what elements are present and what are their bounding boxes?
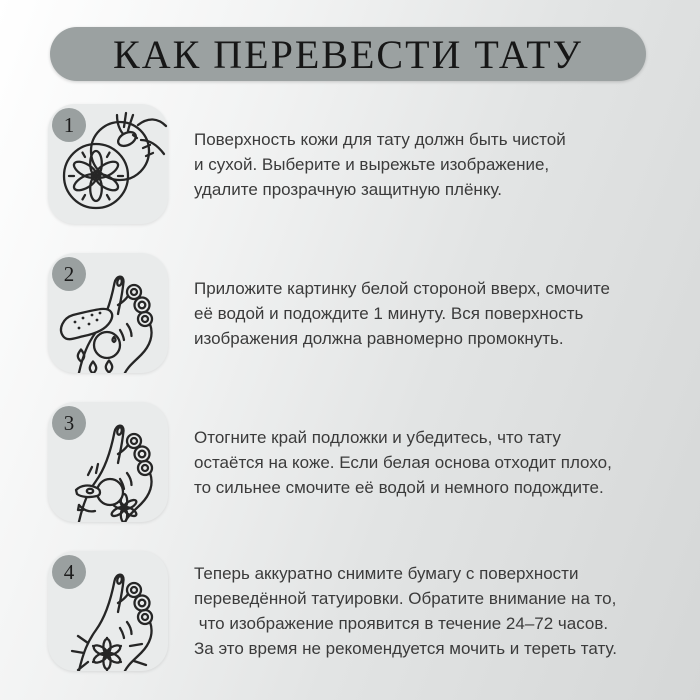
steps-list (48, 104, 670, 671)
step-number-badge: 1 (52, 108, 86, 142)
step-illustration-card (48, 402, 168, 522)
step-text-line: остаётся на коже. Если белая основа отходит плохо, (194, 452, 612, 472)
step-row-4 (48, 551, 670, 671)
step-number-badge: 4 (52, 555, 86, 589)
step-text-line: переведённой татуировки. Обратите внимание на то, (194, 589, 617, 608)
step-text-line: Приложите картинку белой стороной вверх, смочите (194, 278, 611, 298)
step-text (194, 127, 566, 202)
title-banner (50, 27, 646, 81)
step-illustration-card (48, 104, 168, 224)
page-title: КАК ПЕРЕВЕСТИ ТАТУ (113, 31, 583, 77)
step-text-line: то сильнее смочите её водой и немного подождите. (194, 477, 604, 497)
step-number-badge: 3 (52, 406, 86, 440)
step-text-line: удалите прозрачную защитную плёнку. (194, 179, 502, 199)
step-number-badge: 2 (52, 257, 86, 291)
step-text-line: Поверхность кожи для тату должн быть чистой (194, 129, 566, 149)
step-text (194, 561, 617, 661)
step-row-3 (48, 402, 670, 522)
step-text-line: Отогните край подложки и убедитесь, что тату (194, 427, 561, 447)
step-text-line: что изображение проявится в течение 24–72 часов. (194, 614, 609, 633)
step-text-line: её водой и подождите 1 минуту. Вся поверхность (194, 303, 584, 323)
step-text-line: изображения должна равномерно промокнуть. (194, 328, 564, 348)
step-text (194, 425, 612, 500)
step-row-1 (48, 104, 670, 224)
step-text-line: За это время не рекомендуется мочить и тереть тату. (194, 639, 617, 658)
step-text-line: и сухой. Выберите и вырежьте изображение, (194, 154, 550, 174)
step-text (194, 276, 610, 351)
step-row-2 (48, 253, 670, 373)
step-text-line: Теперь аккуратно снимите бумагу с поверхности (194, 564, 579, 583)
step-illustration-card (48, 551, 168, 671)
step-illustration-card (48, 253, 168, 373)
